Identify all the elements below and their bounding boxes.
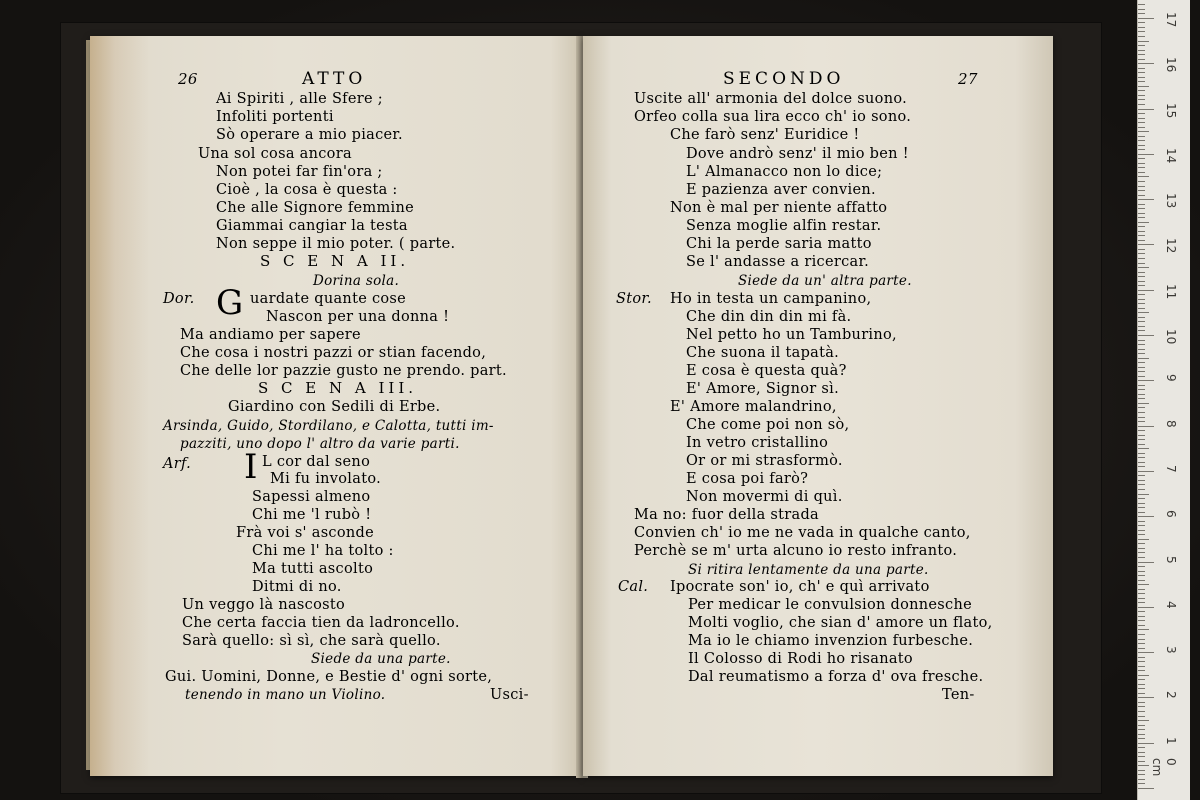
- ruler-tick: [1138, 235, 1145, 236]
- text-line: Giammai cangiar la testa: [216, 218, 408, 234]
- ruler-tick: [1138, 199, 1154, 200]
- ruler-tick: [1138, 475, 1145, 476]
- text-line: Ma andiamo per sapere: [180, 327, 361, 343]
- ruler-tick: [1138, 734, 1145, 735]
- text-line: Uscite all' armonia del dolce suono.: [634, 91, 908, 107]
- ruler-tick: [1138, 13, 1145, 14]
- ruler-tick: [1138, 716, 1145, 717]
- ruler-tick: [1138, 466, 1145, 467]
- ruler-tick: [1138, 172, 1145, 173]
- ruler-tick: [1138, 86, 1149, 87]
- ruler-tick: [1138, 394, 1145, 395]
- ruler-tick: [1138, 81, 1145, 82]
- ruler-tick: [1138, 602, 1145, 603]
- stage-direction: Siede da un' altra parte.: [738, 273, 912, 289]
- running-head: SECONDO: [723, 69, 845, 89]
- ruler-tick: [1138, 648, 1145, 649]
- text-line: Infoliti portenti: [216, 109, 334, 125]
- ruler-tick: [1138, 557, 1145, 558]
- ruler-tick: [1138, 611, 1145, 612]
- ruler-label: 1: [1164, 736, 1178, 745]
- water-stain: [90, 36, 150, 776]
- ruler-tick: [1138, 50, 1145, 51]
- speaker-label: Arf.: [163, 456, 192, 472]
- ruler-tick: [1138, 285, 1145, 286]
- ruler-label: 2: [1164, 691, 1178, 700]
- ruler-tick: [1138, 321, 1145, 322]
- ruler-tick: [1138, 186, 1145, 187]
- ruler-tick: [1138, 430, 1145, 431]
- ruler-tick: [1138, 77, 1145, 78]
- ruler-tick: [1138, 657, 1145, 658]
- ruler-tick: [1138, 240, 1145, 241]
- ruler-tick: [1138, 217, 1145, 218]
- text-line: Chi la perde saria matto: [686, 236, 872, 252]
- ruler-tick: [1138, 303, 1145, 304]
- ruler-tick: [1138, 616, 1145, 617]
- ruler-tick: [1138, 480, 1145, 481]
- ruler-tick: [1138, 435, 1145, 436]
- ruler-tick: [1138, 349, 1145, 350]
- stage-direction: Si ritira lentamente da una parte.: [688, 562, 929, 578]
- ruler-tick: [1138, 367, 1145, 368]
- ruler-tick: [1138, 779, 1145, 780]
- stage-direction: pazziti, uno dopo l' altro da varie parti.: [180, 436, 460, 452]
- ruler-tick: [1138, 118, 1145, 119]
- stage-direction: Arsinda, Guido, Stordilano, e Calotta, tutti im-: [163, 418, 494, 434]
- ruler-tick: [1138, 417, 1145, 418]
- ruler-tick: [1138, 666, 1145, 667]
- ruler-tick: [1138, 629, 1149, 630]
- text-line: Un veggo là nascosto: [182, 597, 346, 613]
- text-line: Molti voglio, che sian d' amore un flato,: [688, 615, 993, 631]
- text-line: Nel petto ho un Tamburino,: [686, 327, 897, 343]
- text-line: Giardino con Sedili di Erbe.: [228, 399, 441, 415]
- text-line: Che certa faccia tien da ladroncello.: [182, 615, 460, 631]
- ruler-tick: [1138, 330, 1145, 331]
- ruler-tick: [1138, 738, 1145, 739]
- ruler-tick: [1138, 68, 1145, 69]
- ruler-tick: [1138, 104, 1145, 105]
- text-line: Che delle lor pazzie gusto ne prendo. part.: [180, 363, 507, 379]
- ruler-tick: [1138, 362, 1145, 363]
- text-line: Ma no: fuor della strada: [634, 507, 820, 523]
- ruler-tick: [1138, 752, 1145, 753]
- ruler-tick: [1138, 697, 1154, 698]
- ruler-tick: [1138, 720, 1149, 721]
- ruler-tick: [1138, 36, 1145, 37]
- ruler-tick: [1138, 140, 1145, 141]
- scene-heading: S C E N A II.: [260, 252, 410, 270]
- ruler-tick: [1138, 145, 1145, 146]
- ruler-tick: [1138, 276, 1145, 277]
- ruler-tick: [1138, 54, 1145, 55]
- page-number: 27: [958, 70, 978, 88]
- text-line: Ai Spiriti , alle Sfere ;: [216, 91, 383, 107]
- text-line: Una sol cosa ancora: [198, 146, 352, 162]
- ruler-tick: [1138, 675, 1149, 676]
- ruler-tick: [1138, 353, 1145, 354]
- ruler-tick: [1138, 326, 1145, 327]
- text-line: Per medicar le convulsion donnesche: [688, 597, 972, 613]
- ruler-tick: [1138, 154, 1154, 155]
- ruler-label: 11: [1164, 283, 1178, 299]
- stage-direction: Siede da una parte.: [311, 651, 451, 667]
- ruler-tick: [1138, 566, 1145, 567]
- ruler-tick: [1138, 249, 1145, 250]
- ruler-tick: [1138, 18, 1154, 19]
- text-line: Sarà quello: sì sì, che sarà quello.: [182, 633, 441, 649]
- ruler-tick: [1138, 113, 1145, 114]
- text-line: Ho in testa un campanino,: [670, 291, 872, 307]
- ruler-tick: [1138, 688, 1145, 689]
- ruler-tick: [1138, 412, 1145, 413]
- ruler-tick: [1138, 272, 1145, 273]
- ruler-label: 10: [1164, 329, 1178, 345]
- text-line: Che farò senz' Euridice !: [670, 127, 860, 143]
- text-line: Mi fu involato.: [270, 471, 381, 487]
- text-line: E cosa è questa quà?: [686, 363, 847, 379]
- ruler-tick: [1138, 389, 1145, 390]
- ruler-tick: [1138, 136, 1145, 137]
- ruler-label: 9: [1164, 374, 1178, 382]
- ruler-label: 5: [1164, 555, 1178, 564]
- ruler-tick: [1138, 294, 1145, 295]
- ruler-tick: [1138, 213, 1145, 214]
- ruler-tick: [1138, 63, 1154, 64]
- ruler-tick: [1138, 122, 1145, 123]
- measurement-ruler: [1137, 0, 1190, 800]
- ruler-tick: [1138, 589, 1145, 590]
- ruler-tick: [1138, 457, 1145, 458]
- ruler-tick: [1138, 593, 1145, 594]
- text-line: L cor dal seno: [262, 454, 371, 470]
- ruler-tick: [1138, 684, 1145, 685]
- ruler-tick: [1138, 340, 1145, 341]
- ruler-tick: [1138, 625, 1145, 626]
- ruler-tick: [1138, 439, 1145, 440]
- ruler-tick: [1138, 552, 1145, 553]
- text-line: Ma io le chiamo invenzion furbesche.: [688, 633, 974, 649]
- ruler-tick: [1138, 729, 1145, 730]
- ruler-tick: [1138, 711, 1145, 712]
- text-line: Chi me l' ha tolto :: [252, 543, 394, 559]
- ruler-tick: [1138, 634, 1145, 635]
- ruler-label: 6: [1164, 510, 1178, 518]
- text-line: Che come poi non sò,: [686, 417, 850, 433]
- ruler-tick: [1138, 548, 1145, 549]
- text-line: E cosa poi farò?: [686, 471, 809, 487]
- ruler-tick: [1138, 679, 1145, 680]
- ruler-tick: [1138, 534, 1145, 535]
- ruler-tick: [1138, 398, 1145, 399]
- ruler-tick: [1138, 90, 1145, 91]
- ruler-tick: [1138, 484, 1145, 485]
- catchword: Usci-: [490, 687, 529, 703]
- text-line: Convien ch' io me ne vada in qualche canto,: [634, 525, 971, 541]
- speaker-label: Stor.: [616, 291, 652, 307]
- ruler-tick: [1138, 27, 1145, 28]
- ruler-tick: [1138, 335, 1154, 336]
- ruler-tick: [1138, 403, 1149, 404]
- ruler-label: 0 cm: [1150, 758, 1178, 777]
- ruler-tick: [1138, 131, 1149, 132]
- ruler-tick: [1138, 308, 1145, 309]
- ruler-tick: [1138, 149, 1145, 150]
- ruler-tick: [1138, 109, 1154, 110]
- ruler-tick: [1138, 371, 1145, 372]
- text-line: Non è mal per niente affatto: [670, 200, 888, 216]
- ruler-tick: [1138, 426, 1154, 427]
- ruler-tick: [1138, 530, 1145, 531]
- ruler-tick: [1138, 281, 1145, 282]
- text-line: E' Amore, Signor sì.: [686, 381, 840, 397]
- ruler-tick: [1138, 543, 1145, 544]
- running-head: ATTO: [302, 69, 367, 89]
- ruler-tick: [1138, 607, 1154, 608]
- ruler-tick: [1138, 652, 1154, 653]
- drop-cap: G: [216, 283, 244, 323]
- ruler-tick: [1138, 204, 1145, 205]
- text-line: Se l' andasse a ricercar.: [686, 254, 870, 270]
- ruler-tick: [1138, 421, 1145, 422]
- ruler-tick: [1138, 99, 1145, 100]
- ruler-tick: [1138, 661, 1145, 662]
- ruler-tick: [1138, 190, 1145, 191]
- ruler-tick: [1138, 31, 1145, 32]
- ruler-label: 12: [1164, 238, 1178, 254]
- ruler-tick: [1138, 498, 1145, 499]
- text-line: Non seppe il mio poter. ( parte.: [216, 236, 456, 252]
- ruler-label: 13: [1164, 193, 1178, 209]
- ruler-label: 17: [1164, 11, 1178, 28]
- ruler-tick: [1138, 747, 1145, 748]
- ruler-tick: [1138, 312, 1149, 313]
- text-line: Che suona il tapatà.: [686, 345, 840, 361]
- ruler-tick: [1138, 299, 1145, 300]
- ruler-tick: [1138, 770, 1145, 771]
- ruler-label: 4: [1164, 600, 1178, 609]
- ruler-tick: [1138, 525, 1145, 526]
- ruler-tick: [1138, 725, 1145, 726]
- ruler-tick: [1138, 562, 1154, 563]
- text-line: L' Almanacco non lo dice;: [686, 164, 883, 180]
- ruler-tick: [1138, 598, 1145, 599]
- ruler-tick: [1138, 507, 1145, 508]
- text-line: Che din din din mi fà.: [686, 309, 852, 325]
- text-line: Non potei far fin'ora ;: [216, 164, 383, 180]
- ruler-label: 16: [1164, 57, 1178, 73]
- text-line: Dal reumatismo a forza d' ova fresche.: [688, 669, 984, 685]
- ruler-tick: [1138, 176, 1149, 177]
- ruler-tick: [1138, 444, 1145, 445]
- drop-cap: I: [244, 447, 258, 487]
- ruler-tick: [1138, 244, 1154, 245]
- ruler-tick: [1138, 575, 1145, 576]
- ruler-tick: [1138, 253, 1145, 254]
- ruler-tick: [1138, 95, 1145, 96]
- ruler-tick: [1138, 385, 1145, 386]
- ruler-tick: [1138, 620, 1145, 621]
- text-line: Perchè se m' urta alcuno io resto infranto.: [634, 543, 958, 559]
- text-line: Che alle Signore femmine: [216, 200, 414, 216]
- stage-direction: Dorina sola.: [313, 273, 400, 289]
- ruler-tick: [1138, 584, 1149, 585]
- ruler-tick: [1138, 761, 1145, 762]
- ruler-tick: [1138, 774, 1145, 775]
- ruler-tick: [1138, 226, 1145, 227]
- text-line: Il Colosso di Rodi ho risanato: [688, 651, 913, 667]
- ruler-tick: [1138, 72, 1145, 73]
- ruler-tick: [1138, 407, 1145, 408]
- text-line: Senza moglie alfin restar.: [686, 218, 882, 234]
- ruler-tick: [1138, 376, 1145, 377]
- text-line: Nascon per una donna !: [266, 309, 450, 325]
- ruler-tick: [1138, 462, 1145, 463]
- speaker-label: Cal.: [618, 579, 649, 595]
- ruler-tick: [1138, 516, 1154, 517]
- ruler-tick: [1138, 693, 1145, 694]
- page-number: 26: [178, 70, 198, 88]
- ruler-tick: [1138, 706, 1145, 707]
- ruler-tick: [1138, 222, 1149, 223]
- ruler-tick: [1138, 127, 1145, 128]
- text-line: Non movermi di quì.: [686, 489, 843, 505]
- ruler-tick: [1138, 258, 1145, 259]
- ruler-tick: [1138, 503, 1145, 504]
- ruler-tick: [1138, 571, 1145, 572]
- ruler-tick: [1138, 494, 1149, 495]
- ruler-tick: [1138, 643, 1145, 644]
- text-line: Orfeo colla sua lira ecco ch' io sono.: [634, 109, 912, 125]
- ruler-label: 3: [1164, 646, 1178, 654]
- ruler-tick: [1138, 471, 1154, 472]
- ruler-tick: [1138, 163, 1145, 164]
- text-line: Dove andrò senz' il mio ben !: [686, 146, 909, 162]
- ruler-tick: [1138, 448, 1149, 449]
- ruler-tick: [1138, 317, 1145, 318]
- ruler-tick: [1138, 267, 1149, 268]
- ruler-tick: [1138, 358, 1149, 359]
- text-line: Chi me 'l rubò !: [252, 507, 372, 523]
- ruler-tick: [1138, 453, 1145, 454]
- ruler-tick: [1138, 181, 1145, 182]
- ruler-tick: [1138, 521, 1145, 522]
- ruler-tick: [1138, 263, 1145, 264]
- ruler-tick: [1138, 512, 1145, 513]
- text-line: E pazienza aver convien.: [686, 182, 876, 198]
- ruler-tick: [1138, 743, 1154, 744]
- ruler-tick: [1138, 195, 1145, 196]
- text-line: uardate quante cose: [250, 291, 407, 307]
- ruler-label: 14: [1164, 147, 1178, 164]
- ruler-label: 15: [1164, 102, 1178, 118]
- ruler-tick: [1138, 489, 1145, 490]
- ruler-tick: [1138, 765, 1149, 766]
- text-line: Ma tutti ascolto: [252, 561, 374, 577]
- ruler-tick: [1138, 4, 1145, 5]
- text-line: E' Amore malandrino,: [670, 399, 837, 415]
- text-line: Gui. Uomini, Donne, e Bestie d' ogni sorte,: [165, 669, 493, 685]
- text-line: In vetro cristallino: [686, 435, 829, 451]
- speaker-label: Dor.: [163, 291, 195, 307]
- catchword: Ten-: [942, 687, 975, 703]
- ruler-tick: [1138, 783, 1145, 784]
- ruler-tick: [1138, 580, 1145, 581]
- ruler-tick: [1138, 639, 1145, 640]
- ruler-tick: [1138, 22, 1145, 23]
- text-line: Ditmi di no.: [252, 579, 342, 595]
- ruler-tick: [1138, 231, 1145, 232]
- scene-heading: S C E N A III.: [258, 379, 418, 397]
- ruler-tick: [1138, 670, 1145, 671]
- ruler-tick: [1138, 208, 1145, 209]
- ruler-tick: [1138, 41, 1149, 42]
- text-line: Ipocrate son' io, ch' e quì arrivato: [670, 579, 930, 595]
- ruler-tick: [1138, 702, 1145, 703]
- ruler-tick: [1138, 290, 1154, 291]
- text-line: Or or mi strasformò.: [686, 453, 843, 469]
- ruler-tick: [1138, 45, 1145, 46]
- ruler-label: 8: [1164, 419, 1178, 428]
- ruler-label: 7: [1164, 464, 1178, 473]
- text-line: Sò operare a mio piacer.: [216, 127, 403, 143]
- text-line: Sapessi almeno: [252, 489, 371, 505]
- ruler-tick: [1138, 59, 1145, 60]
- ruler-tick: [1138, 380, 1154, 381]
- ruler-tick: [1138, 788, 1154, 789]
- text-line: Che cosa i nostri pazzi or stian facendo,: [180, 345, 487, 361]
- ruler-tick: [1138, 756, 1145, 757]
- stage-direction: tenendo in mano un Violino.: [185, 687, 386, 703]
- text-line: Frà voi s' asconde: [236, 525, 374, 541]
- ruler-tick: [1138, 539, 1149, 540]
- ruler-tick: [1138, 9, 1145, 10]
- ruler-tick: [1138, 158, 1145, 159]
- ruler-tick: [1138, 344, 1145, 345]
- text-line: Cioè , la cosa è questa :: [216, 182, 398, 198]
- ruler-tick: [1138, 167, 1145, 168]
